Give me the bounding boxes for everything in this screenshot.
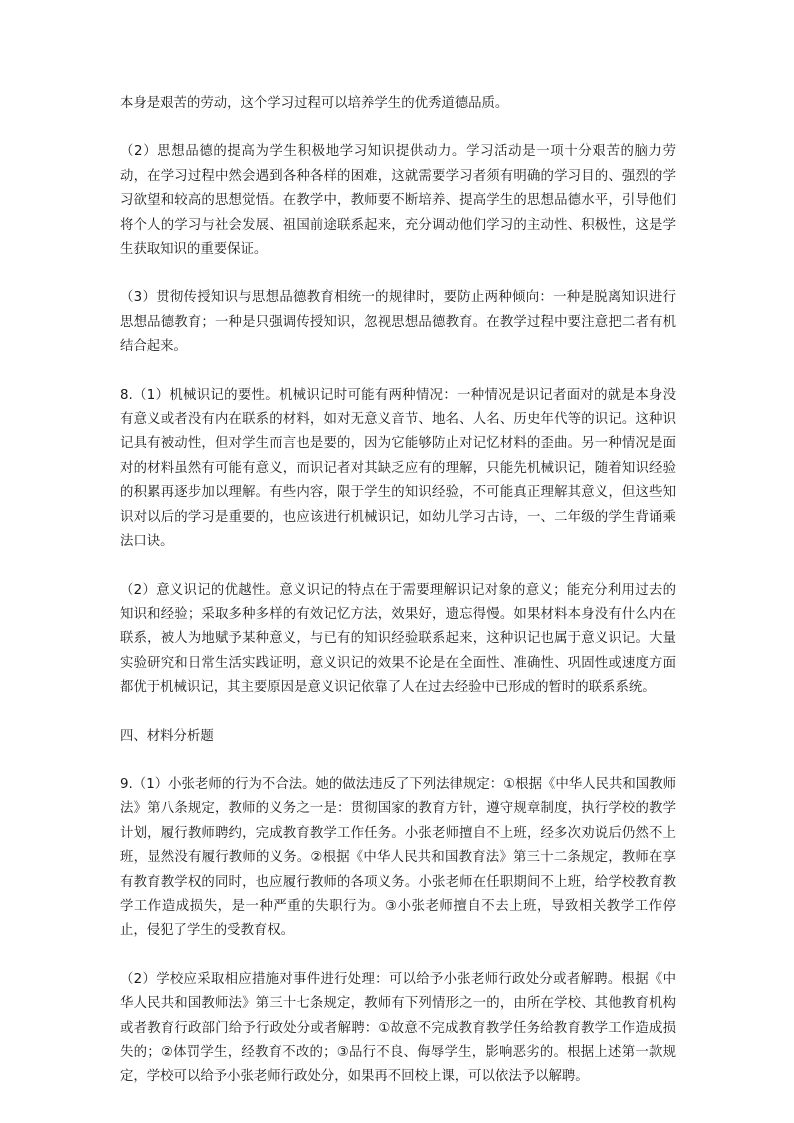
document-page [120,92,676,1114]
section-heading-material-analysis: 四、材料分析题 [120,728,214,744]
paragraph-meaningful-memory: （2）意义识记的优越性。意义识记的特点在于需要理解识记对象的意义；能充分利用过去的知识和经验；采取多种多样的有效记忆方法，效果好，遗忘得慢。如果材料本身没有什么内在联系，被人为地赋予某种意义，与已有的知识经验联系起来，这种识记也属于意义识记。大量实验研究和日常生活实践证明，意义识记的效果不论是在全面性、准确性、巩固性或速度方面都优于机械识记，其主要原因是意义识记依靠了人在过去经验中已形成的暂时的联系系统。 [120,582,676,696]
paragraph-teacher-law-violation: 9.（1）小张老师的行为不合法。她的做法违反了下列法律规定：①根据《中华人民共和国教师法》第八条规定，教师的义务之一是：贯彻国家的教育方针，遵守规章制度，执行学校的教学计划，履行教师聘约，完成教育教学工作任务。小张老师擅自不上班，经多次劝说后仍然不上班，显然没有履行教师的义务。②根据《中华人民共和国教育法》第三十二条规定，教师在享有教育教学权的同时，也应履行教师的各项义务。小张老师在任职期间不上班，给学校教育教学工作造成损失，是一种严重的失职行为。③小张老师擅自不去上班，导致相关教学工作停止，侵犯了学生的受教育权。 [120,776,676,939]
paragraph-mechanical-memory: 8.（1）机械识记的要性。机械识记时可能有两种情况：一种情况是识记者面对的就是本身没有意义或者没有内在联系的材料，如对无意义音节、地名、人名、历史年代等的识记。这种识记具有被动性，但对学生而言也是要的，因为它能够防止对记忆材料的歪曲。另一种情况是面对的材料虽然有可能有意义，而识记者对其缺乏应有的理解，只能先机械识记，随着知识经验的积累再逐步加以理解。有些内容，限于学生的知识经验，不可能真正理解其意义，但这些知识对以后的学习是重要的，也应该进行机械识记，如幼儿学习古诗，一、二年级的学生背诵乘法口诀。 [120,387,676,550]
paragraph-moral-quality-conclusion: 本身是艰苦的劳动，这个学习过程可以培养学生的优秀道德品质。 [120,96,509,111]
paragraph-moral-motivation: （2）思想品德的提高为学生积极地学习知识提供动力。学习活动是一项十分艰苦的脑力劳动，在学习过程中然会遇到各种各样的困难，这就需要学习者须有明确的学习目的、强烈的学习欲望和较高的思想觉悟。在教学中，教师要不断培养、提高学生的思想品德水平，引导他们将个人的学习与社会发展、祖国前途联系起来，充分调动他们学习的主动性、积极性，这是学生获取知识的重要保证。 [120,144,676,258]
paragraph-school-measures: （2）学校应采取相应措施对事件进行处理：可以给予小张老师行政处分或者解聘。根据《中华人民共和国教师法》第三十七条规定，教师有下列情形之一的，由所在学校、其他教育机构或者教育行政部门给予行政处分或者解聘：①故意不完成教育教学任务给教育教学工作造成损失的；②体罚学生，经教育不改的；③品行不良、侮辱学生，影响恶劣的。根据上述第一款规定，学校可以给予小张老师行政处分，如果再不回校上课，可以依法予以解聘。 [120,971,676,1085]
paragraph-two-tendencies: （3）贯彻传授知识与思想品德教育相统一的规律时，要防止两种倾向：一种是脱离知识进行思想品德教育；一种是只强调传授知识，忽视思想品德教育。在教学过程中要注意把二者有机结合起来。 [120,290,676,355]
